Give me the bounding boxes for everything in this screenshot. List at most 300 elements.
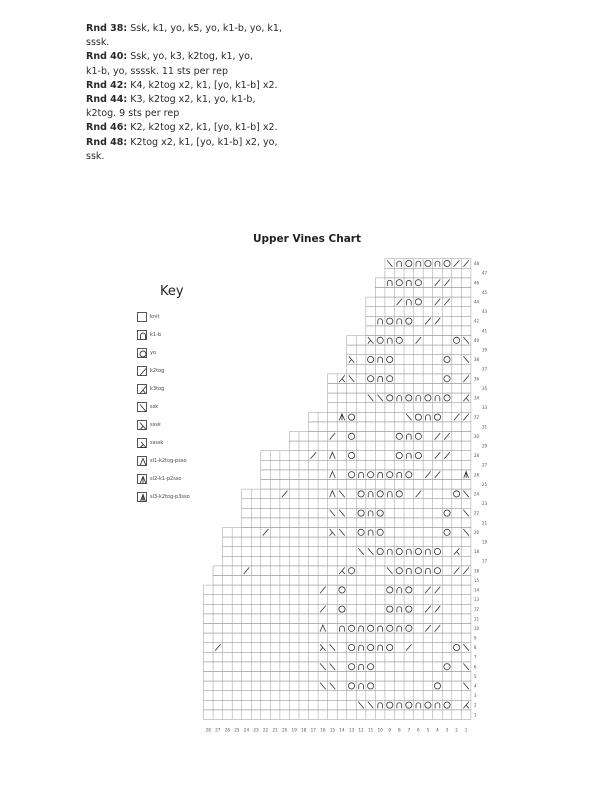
yo-stitch (348, 683, 354, 689)
yo-stitch (434, 568, 440, 574)
chart-title: Upper Vines Chart (252, 233, 362, 245)
chart-row (289, 432, 470, 442)
ssk-stitch (368, 702, 374, 709)
yo-stitch (425, 702, 431, 708)
k1-b-stitch (387, 338, 392, 344)
ssk-stitch (387, 567, 393, 574)
row-number: 48 (473, 261, 480, 267)
round-label: Rnd 48: (86, 136, 128, 148)
yo-stitch (377, 548, 383, 554)
yo-stitch (377, 337, 383, 343)
ssk-stitch (320, 663, 326, 670)
yo-stitch (434, 548, 440, 554)
k2tog-stitch (463, 260, 469, 267)
row-number: 1 (473, 712, 477, 718)
row-number: 22 (473, 510, 480, 516)
yo-stitch (434, 683, 440, 689)
yo-stitch (425, 260, 431, 266)
ssk-stitch (368, 395, 374, 402)
k3tog-stitch (339, 567, 345, 574)
yo-stitch (396, 491, 402, 497)
column-number: 23 (253, 727, 259, 733)
yo-stitch (348, 452, 354, 458)
k1-b-stitch (416, 703, 421, 709)
yo-stitch (387, 702, 393, 708)
chart-row (309, 422, 471, 432)
column-number: 7 (407, 727, 411, 733)
chart-row (328, 393, 471, 403)
yo-stitch (358, 510, 364, 516)
round-label: Rnd 40: (86, 51, 128, 63)
chart-row (366, 326, 471, 336)
sl2-k1-p2sso-stitch (339, 414, 345, 421)
k1-b-stitch (406, 280, 411, 286)
chart-row (347, 336, 471, 346)
row-number: 47 (481, 270, 488, 276)
k2tog-stitch (282, 491, 288, 498)
k1-b-stitch (416, 261, 421, 267)
yo-stitch (339, 587, 345, 593)
sl1-k2tog-psso-stitch (330, 491, 336, 498)
column-number: 8 (397, 727, 401, 733)
k3tog-stitch (463, 702, 469, 709)
ssk-stitch (330, 683, 336, 690)
yo-stitch (368, 472, 374, 478)
k1-b-stitch (435, 261, 440, 267)
k1-b-stitch (359, 626, 364, 632)
k2tog-stitch (463, 567, 469, 574)
ssk-stitch (339, 491, 345, 498)
k1-b-stitch (378, 626, 383, 632)
ssk-stitch (463, 510, 469, 517)
key-label: ssssk (150, 440, 164, 446)
k1-b-stitch (435, 703, 440, 709)
yo-stitch (415, 280, 421, 286)
k2tog-stitch (215, 644, 221, 651)
yo-stitch (453, 491, 459, 497)
chart-row (366, 307, 471, 317)
k1-b-stitch (406, 549, 411, 555)
yo-stitch (415, 299, 421, 305)
column-number: 15 (329, 727, 336, 733)
column-number: 2 (455, 727, 458, 733)
k3tog-stitch (463, 395, 469, 402)
yo-stitch (396, 433, 402, 439)
ssk-stitch (463, 644, 469, 651)
yo-stitch (358, 529, 364, 535)
yo-stitch (406, 472, 412, 478)
k1-b-stitch (368, 530, 373, 536)
yo-stitch (377, 529, 383, 535)
k2tog-stitch (444, 299, 450, 306)
k2tog-stitch (435, 279, 441, 286)
yo-stitch (348, 433, 354, 439)
column-number: 24 (243, 727, 250, 733)
yo-stitch (415, 414, 421, 420)
row-number: 10 (473, 625, 480, 631)
key-label: knit (150, 314, 160, 320)
k2tog-stitch (454, 260, 460, 267)
k1-b-stitch (359, 664, 364, 670)
yo-stitch (396, 452, 402, 458)
chart-row (366, 316, 471, 326)
k1-b-stitch (397, 396, 402, 402)
yo-stitch (348, 664, 354, 670)
yo-stitch (387, 318, 393, 324)
row-number: 46 (473, 280, 480, 286)
k2tog-stitch (425, 587, 431, 594)
key-label: sl2-k1-p2sso (150, 476, 182, 482)
chart-row (385, 268, 471, 278)
k1-b-stitch (397, 472, 402, 478)
row-number: 40 (473, 337, 480, 343)
k1-b-stitch (359, 684, 364, 690)
k1-b-stitch (368, 511, 373, 517)
yo-stitch (415, 548, 421, 554)
k1-b-stitch (378, 319, 383, 325)
ssk-stitch (387, 260, 393, 267)
round-label: Rnd 42: (86, 79, 128, 91)
key-label: k2tog (150, 368, 165, 374)
row-number: 14 (473, 587, 480, 593)
key-label: sssk (150, 422, 161, 428)
yo-stitch (406, 318, 412, 324)
round-text: k1-b, yo, ssssk. 11 sts per rep (86, 65, 228, 77)
row-number: 21 (481, 520, 488, 526)
k2tog-stitch (320, 606, 326, 613)
yo-stitch (368, 683, 374, 689)
sssk-stitch (320, 644, 326, 651)
yo-stitch (406, 606, 412, 612)
k1-b-stitch (359, 472, 364, 478)
round-text: K2, k2tog x2, k1, [yo, k1-b] x2. (127, 122, 278, 134)
yo-stitch (396, 568, 402, 574)
yo-stitch (444, 395, 450, 401)
yo-stitch (415, 568, 421, 574)
row-number: 6 (473, 664, 477, 670)
k2tog-stitch (454, 567, 460, 574)
chart-row (347, 355, 471, 365)
ssk-stitch (358, 702, 364, 709)
row-number: 29 (481, 443, 488, 449)
key-label: yo (150, 350, 157, 356)
ssk-stitch (463, 683, 469, 690)
ssk-stitch (377, 395, 383, 402)
sl3-k2tog-p3sso-stitch (464, 471, 469, 478)
ssk-stitch (330, 644, 336, 651)
ssk-stitch (320, 683, 326, 690)
yo-stitch (415, 433, 421, 439)
yo-stitch (358, 491, 364, 497)
yo-stitch (444, 376, 450, 382)
k2tog-stitch (330, 433, 336, 440)
row-number: 20 (473, 529, 480, 535)
column-number: 14 (339, 727, 345, 733)
ssk-stitch (463, 663, 469, 670)
key-label: k3tog (150, 386, 165, 392)
k2tog-stitch (435, 606, 441, 613)
row-number: 34 (473, 395, 480, 401)
yo-stitch (348, 625, 354, 631)
round-text: Ssk, k1, yo, k5, yo, k1-b, yo, k1, (127, 23, 282, 34)
k1-b-stitch (397, 588, 402, 594)
k2tog-stitch (416, 337, 422, 344)
k2tog-stitch (397, 299, 403, 306)
k1-b-stitch (426, 549, 431, 555)
row-number: 41 (481, 328, 488, 334)
k1-b-stitch (397, 261, 402, 267)
round-text: K2tog x2, k1, [yo, k1-b] x2, yo, (127, 136, 278, 148)
yo-stitch (368, 644, 374, 650)
ssk-stitch (463, 356, 469, 363)
yo-stitch (387, 625, 393, 631)
ssk-stitch (330, 510, 336, 517)
yo-stitch (377, 491, 383, 497)
yo-stitch (387, 376, 393, 382)
round-label: Rnd 46: (86, 122, 128, 134)
ssk-stitch (463, 491, 469, 498)
yo-stitch (406, 395, 412, 401)
k2tog-stitch (311, 452, 317, 459)
k2tog-stitch (425, 606, 431, 613)
column-number: 3 (445, 727, 449, 733)
k1-b-stitch (378, 376, 383, 382)
row-number: 24 (473, 491, 480, 497)
k1-b-stitch (378, 645, 383, 651)
row-number: 42 (473, 318, 480, 324)
yo-stitch (368, 376, 374, 382)
column-number: 10 (377, 727, 383, 733)
yo-stitch (339, 606, 345, 612)
key-label: sl3-k2tog-p3sso (150, 494, 190, 500)
ssk-stitch (339, 529, 345, 536)
round-text: sssk. (86, 37, 110, 49)
ssk-stitch (463, 337, 469, 344)
column-number: 13 (348, 727, 355, 733)
k1-b-stitch (406, 300, 411, 306)
yo-stitch (348, 472, 354, 478)
row-number: 19 (481, 539, 488, 545)
column-number: 27 (215, 727, 221, 733)
yo-stitch (387, 606, 393, 612)
column-number: 1 (464, 727, 468, 733)
k1-b-stitch (426, 415, 431, 421)
yo-stitch (406, 625, 412, 631)
chart-row (328, 403, 471, 413)
chart-row (213, 576, 471, 586)
yo-stitch (348, 568, 354, 574)
k2tog-stitch (454, 414, 460, 421)
k3tog-stitch (454, 548, 460, 555)
row-number: 33 (481, 405, 488, 411)
key-label: sl1-k2tog-psso (150, 458, 187, 464)
row-number: 38 (473, 357, 480, 363)
k2tog-stitch (263, 529, 269, 536)
row-number: 8 (473, 645, 477, 651)
column-number: 17 (310, 727, 316, 733)
column-number: 26 (224, 727, 231, 733)
row-number: 43 (481, 309, 488, 315)
chart-row (347, 364, 471, 374)
row-number: 44 (473, 299, 480, 305)
round-text: ssk. (86, 150, 105, 162)
row-number: 4 (473, 683, 477, 689)
ssk-stitch (330, 663, 336, 670)
k2tog-stitch (444, 452, 450, 459)
chart-row (289, 441, 470, 451)
sl1-k2tog-psso-stitch (330, 452, 336, 459)
k1-b-stitch (397, 703, 402, 709)
column-number: 22 (262, 727, 269, 733)
row-number: 15 (473, 577, 480, 583)
ssk-stitch (368, 548, 374, 555)
row-number: 37 (481, 366, 488, 372)
row-number: 35 (481, 385, 488, 391)
yo-stitch (387, 587, 393, 593)
k1-b-stitch (397, 607, 402, 613)
column-number: 25 (234, 727, 240, 733)
round-text: Ssk, yo, k3, k2tog, k1, yo, (127, 51, 254, 63)
k1-b-stitch (387, 549, 392, 555)
k1-b-stitch (368, 492, 373, 498)
column-number: 18 (301, 727, 307, 733)
k2tog-stitch (435, 625, 441, 632)
k1-b-stitch (397, 319, 402, 325)
round-label: Rnd 44: (86, 94, 128, 106)
sssk-stitch (349, 356, 355, 363)
column-number: 12 (358, 727, 364, 733)
k2tog-stitch (463, 414, 469, 421)
yo-stitch (396, 548, 402, 554)
yo-stitch (368, 664, 374, 670)
yo-stitch (387, 644, 393, 650)
row-number: 45 (481, 289, 488, 295)
ssk-stitch (358, 548, 364, 555)
yo-stitch (348, 644, 354, 650)
k2tog-stitch (416, 491, 422, 498)
yo-stitch (434, 414, 440, 420)
column-number: 9 (388, 727, 392, 733)
yo-stitch (406, 702, 412, 708)
row-number: 26 (473, 472, 480, 478)
k3tog-stitch (339, 375, 345, 382)
row-number: 25 (481, 481, 488, 487)
key-label: k1-b (150, 332, 162, 338)
row-number: 12 (473, 606, 480, 612)
row-number: 5 (473, 673, 477, 679)
row-number: 30 (473, 433, 480, 439)
k1-b-stitch (397, 626, 402, 632)
k2tog-stitch (425, 318, 431, 325)
k1-b-stitch (387, 280, 392, 286)
k1-b-stitch (387, 492, 392, 498)
k1-b-stitch (378, 357, 383, 363)
row-number: 18 (473, 549, 480, 555)
k1-b-stitch (406, 453, 411, 459)
yo-stitch (425, 395, 431, 401)
yo-stitch (406, 260, 412, 266)
row-number: 16 (473, 568, 480, 574)
column-number: 6 (417, 727, 420, 733)
row-number: 17 (481, 558, 488, 564)
k1-b-stitch (406, 434, 411, 440)
row-number: 7 (473, 654, 477, 660)
sssk-stitch (368, 337, 374, 344)
yo-stitch (444, 529, 450, 535)
yo-stitch (377, 510, 383, 516)
yo-stitch (348, 414, 354, 420)
row-number: 23 (481, 501, 488, 507)
k2tog-stitch (435, 318, 441, 325)
yo-stitch (444, 510, 450, 516)
yo-stitch (368, 625, 374, 631)
k2tog-stitch (435, 587, 441, 594)
round-text: K4, k2tog x2, k1, [yo, k1-b] x2. (127, 79, 278, 91)
ssk-stitch (463, 529, 469, 536)
yo-stitch (396, 280, 402, 286)
sl1-k2tog-psso-stitch (320, 625, 326, 632)
column-number: 16 (320, 727, 326, 733)
sl1-k2tog-psso-stitch (330, 471, 336, 478)
row-number: 31 (481, 424, 488, 430)
k1-b-stitch (416, 396, 421, 402)
row-number: 11 (473, 616, 480, 622)
row-number: 28 (473, 453, 480, 459)
yo-stitch (415, 452, 421, 458)
yo-stitch (368, 356, 374, 362)
k2tog-stitch (435, 299, 441, 306)
chart-row (309, 412, 471, 422)
yo-stitch (396, 337, 402, 343)
k2tog-stitch (244, 567, 250, 574)
ssk-stitch (339, 510, 345, 517)
yo-stitch (444, 356, 450, 362)
k1-b-stitch (378, 472, 383, 478)
column-number: 19 (291, 727, 297, 733)
yo-stitch (387, 395, 393, 401)
k1-b-stitch (378, 703, 383, 709)
row-number: 3 (473, 693, 477, 699)
column-number: 20 (282, 727, 288, 733)
key-label: ssk (150, 404, 159, 410)
k2tog-stitch (435, 452, 441, 459)
column-number: 28 (205, 727, 211, 733)
column-number: 21 (272, 727, 278, 733)
column-number: 5 (426, 727, 430, 733)
row-number: 39 (481, 347, 488, 353)
yo-stitch (387, 356, 393, 362)
k2tog-stitch (435, 471, 441, 478)
k2tog-stitch (444, 279, 450, 286)
column-number: 4 (436, 727, 439, 733)
yo-stitch (406, 587, 412, 593)
yo-stitch (444, 664, 450, 670)
row-number: 9 (473, 635, 477, 641)
k2tog-stitch (463, 375, 469, 382)
k1-b-stitch (359, 645, 364, 651)
ssk-stitch (406, 414, 412, 421)
column-number: 11 (367, 727, 374, 733)
row-number: 27 (481, 462, 488, 468)
ssk-stitch (349, 375, 355, 382)
round-text: K3, k2tog x2, k1, yo, k1-b, (127, 94, 256, 106)
k1-b-stitch (426, 568, 431, 574)
key-title: Key (160, 284, 184, 299)
k2tog-stitch (444, 433, 450, 440)
k1-b-stitch (435, 396, 440, 402)
k2tog-stitch (425, 625, 431, 632)
k2tog-stitch (435, 433, 441, 440)
